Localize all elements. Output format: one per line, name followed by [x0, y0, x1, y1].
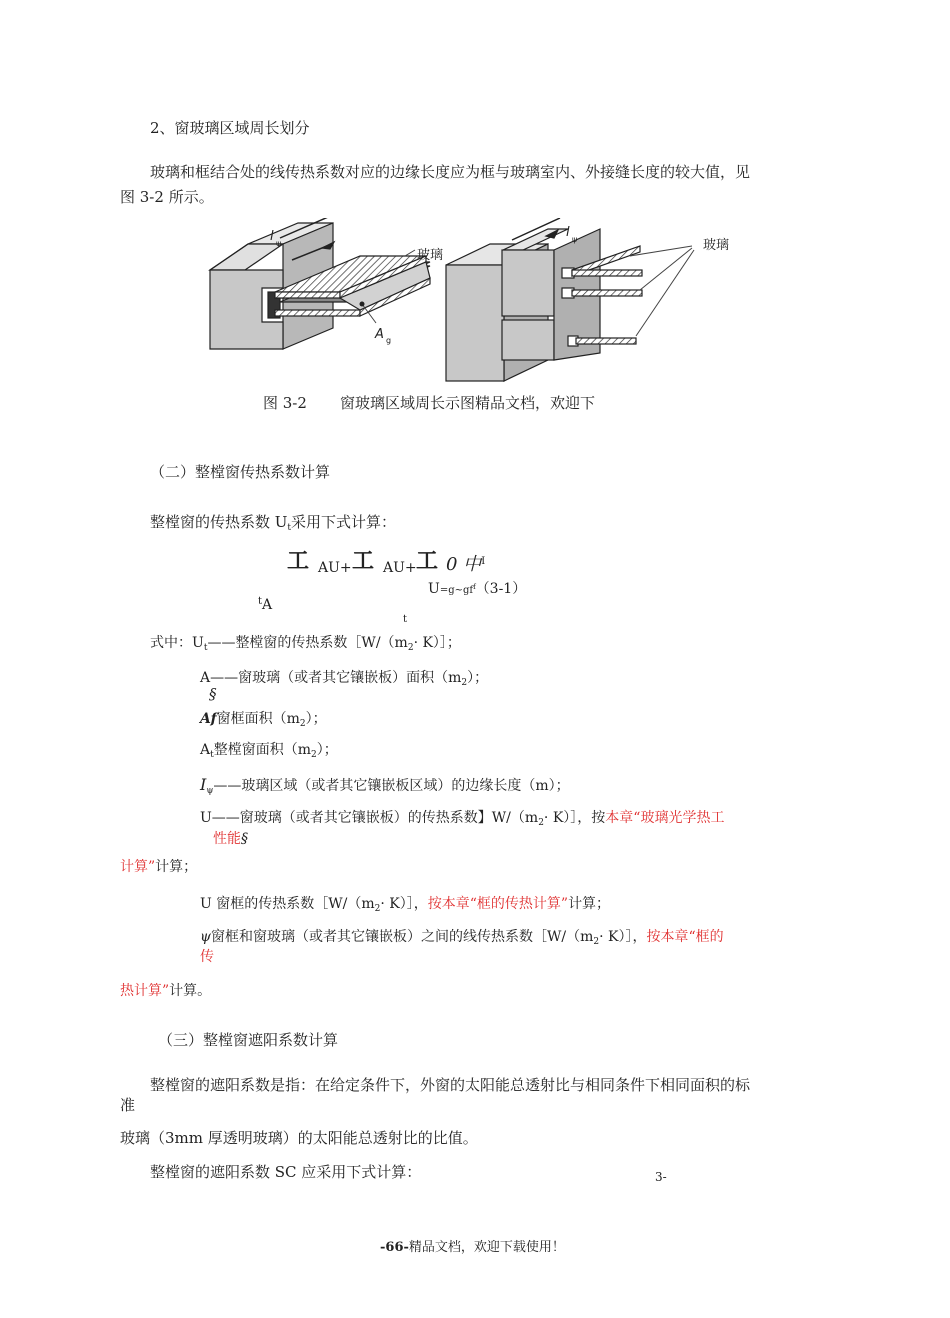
def-af: Af窗框面积$(m_2)$；	[200, 711, 327, 729]
left-g-label: g	[386, 336, 392, 345]
paragraph-2-line-1: 整樘窗的遮阳系数是指：在给定条件下，外窗的太阳能总透射比与相同条件下相同面积的标	[150, 1076, 751, 1094]
def-psi-cont: 热计算”计算。	[120, 983, 212, 999]
section-2-title: 2、窗玻璃区域周长划分	[150, 119, 310, 137]
formula-ta: $^t$A	[258, 596, 273, 613]
section-er-title: （二）整樘窗传热系数计算	[150, 463, 331, 481]
def-a-glass: A——窗玻璃（或者其它镶嵌板）面积$(m_2)$；	[200, 670, 489, 688]
left-A-label: A	[375, 327, 384, 342]
formula-t-below: t	[403, 614, 408, 625]
formula-u-part: $U=g\sim gf^f(3-1)$	[428, 581, 527, 597]
right-glass-label: 玻璃	[703, 238, 730, 253]
paragraph-1-line-1: 玻璃和框结合处的线传热系数对应的边缘长度应为框与玻璃室内、外接缝长度的较大值，见	[150, 163, 751, 181]
formula-sym-3: 工	[416, 549, 439, 574]
paragraph-3: 整樘窗的遮阳系数 SC 应采用下式计算：	[150, 1163, 422, 1181]
intro-ut: 整樘窗的传热系数 $U_t$采用下式计算：	[150, 513, 397, 533]
formula-sym-1: 工	[287, 549, 310, 574]
def-l-psi: $I_\psi——$玻璃区域（或者其它镶嵌板区域）的边缘长度（m）；	[200, 775, 570, 796]
def-psi-line2: 传	[200, 949, 214, 965]
def-u-glass-line2: 性能§	[213, 831, 248, 847]
formula-tail: 0 中$^I$	[446, 554, 486, 575]
paragraph-1-line-2: 图 3-2 所示。	[120, 188, 214, 206]
right-l-label: l	[566, 225, 570, 240]
figure-caption-number: 图 3-2	[263, 394, 307, 412]
left-frame-drawing	[210, 218, 430, 349]
window-glass-perimeter-figure	[200, 218, 760, 388]
def-u-glass-cont: 计算”计算；	[120, 859, 198, 875]
left-psi-label: ψ	[276, 239, 282, 248]
formula-au-2: AU+	[383, 560, 417, 576]
def-u-frame: U 窗框的传热系数$[W/(m_2\cdot$ K）］，按本章“框的传热计算”计算；	[200, 896, 611, 914]
def-a-glass-mark: §	[209, 685, 217, 703]
formula-sym-2: 工	[352, 549, 375, 574]
def-psi: ψ窗框和窗玻璃（或者其它镶嵌板）之间的线传热系数$[W/(m_2\cdot$ K）］，按本章“框的	[200, 929, 724, 947]
paragraph-2-line-1b: 准	[120, 1096, 136, 1114]
section-san-title: （三）整樘窗遮阳系数计算	[158, 1031, 339, 1049]
figure-caption-text: 窗玻璃区域周长示图精品文档，欢迎下	[340, 394, 596, 412]
def-ut: 式中：$U_t——$整樘窗的传热系数$[W/(m_2\cdot$ K）］；	[150, 635, 461, 653]
left-glass-label: 玻璃	[417, 248, 444, 263]
paragraph-3-tag: 3-	[655, 1170, 667, 1184]
left-l-label: l	[270, 229, 274, 244]
formula-au-1: AU+	[318, 560, 352, 576]
page-footer: -66-精品文档，欢迎下载使用！	[380, 1240, 565, 1255]
right-psi-label: ψ	[572, 235, 578, 244]
def-u-glass: U——窗玻璃（或者其它镶嵌板）的传热系数】$W/(m_2\cdot$ K）］，按本章“玻璃光学热工	[200, 810, 725, 828]
def-at: $A_t$整樘窗面积$(m_2)$；	[200, 742, 338, 760]
right-frame-drawing	[446, 218, 642, 381]
paragraph-2-line-2: 玻璃（3mm 厚透明玻璃）的太阳能总透射比的比值。	[120, 1129, 478, 1147]
